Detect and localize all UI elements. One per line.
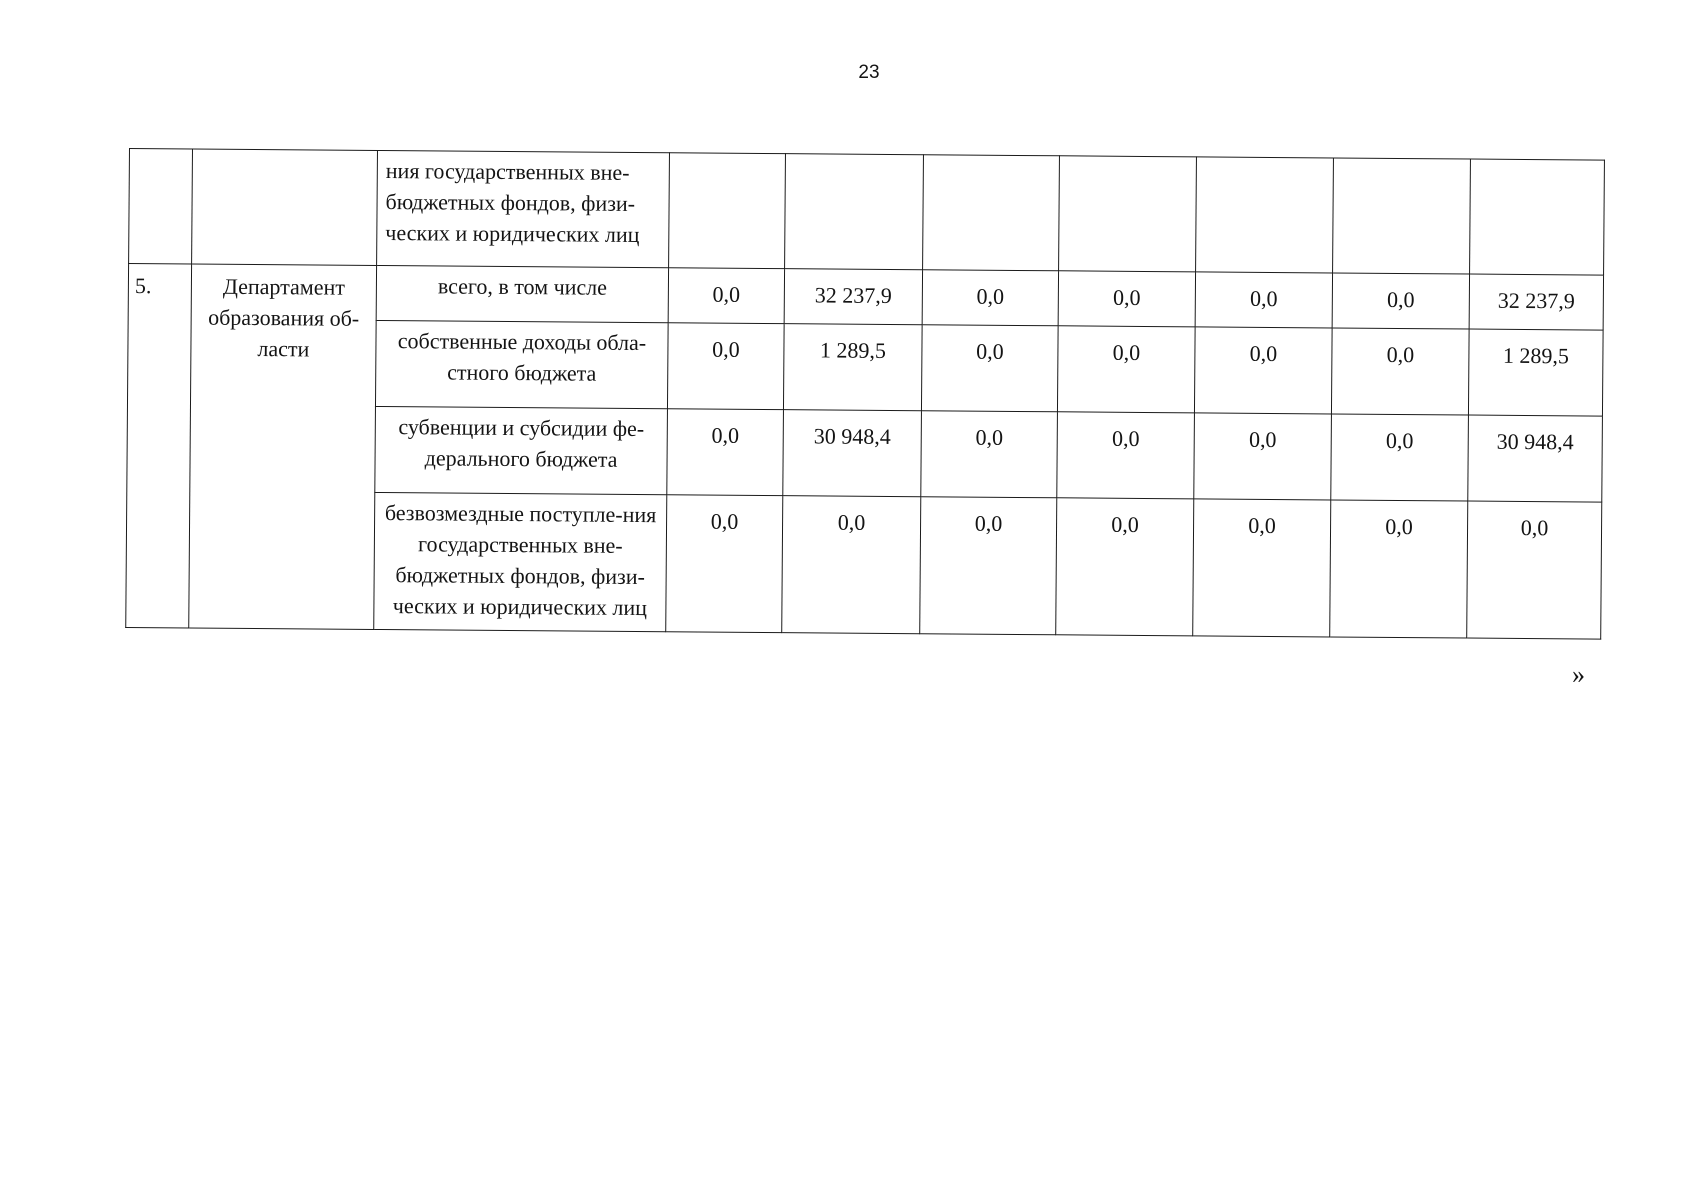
cell-value: 32 237,9 — [784, 269, 922, 325]
cell-value: 0,0 — [921, 325, 1058, 412]
cell-value: 0,0 — [782, 496, 921, 634]
cell-value: 0,0 — [1194, 413, 1332, 500]
cell-value-empty — [1333, 158, 1471, 274]
cell-value: 0,0 — [1057, 326, 1195, 413]
cell-value: 0,0 — [1331, 414, 1469, 501]
budget-table — [125, 148, 1605, 640]
table-row-continuation — [129, 149, 1605, 276]
cell-value-empty — [1470, 159, 1605, 275]
cell-description: безвозмездные поступле-ния государственных вне-бюджетных фондов, физи-ческих и юридических лиц — [374, 492, 667, 631]
cell-value-total: 0,0 — [1467, 501, 1602, 639]
cell-value: 0,0 — [922, 270, 1058, 326]
cell-value-empty — [785, 154, 924, 270]
cell-value: 0,0 — [921, 411, 1058, 498]
cell-value: 30 948,4 — [783, 410, 922, 497]
cell-value: 1 289,5 — [783, 324, 922, 411]
cell-entry-number: 5. — [126, 264, 192, 628]
cell-value: 0,0 — [1057, 412, 1195, 499]
cell-value: 0,0 — [667, 409, 784, 496]
cell-department-empty — [192, 149, 378, 265]
cell-value-empty — [923, 155, 1060, 271]
table-row — [128, 264, 1603, 331]
cell-value: 0,0 — [668, 268, 784, 324]
cell-number-empty — [129, 149, 193, 264]
page-number: 23 — [858, 62, 880, 83]
cell-value-empty — [669, 153, 786, 269]
cell-value: 0,0 — [1194, 327, 1332, 414]
cell-value: 0,0 — [666, 495, 783, 633]
cell-value: 0,0 — [920, 497, 1057, 635]
cell-value: 0,0 — [1332, 273, 1469, 329]
cell-value-total: 32 237,9 — [1469, 274, 1603, 330]
budget-table-wrapper — [125, 148, 1605, 640]
cell-description: субвенции и субсидии фе-дерального бюджета — [375, 406, 668, 494]
cell-department-name: Департамент образования об-ласти — [189, 264, 377, 629]
closing-quote: » — [1572, 660, 1585, 689]
cell-value-empty — [1196, 157, 1334, 273]
cell-description: всего, в том числе — [376, 265, 668, 322]
cell-value: 0,0 — [1330, 500, 1468, 638]
cell-description: собственные доходы обла-стного бюджета — [375, 320, 668, 408]
cell-value-empty — [1059, 156, 1197, 272]
cell-value: 0,0 — [1056, 498, 1194, 636]
cell-value-total: 1 289,5 — [1468, 329, 1603, 416]
cell-value: 0,0 — [667, 323, 784, 410]
cell-value: 0,0 — [1331, 328, 1469, 415]
cell-value-total: 30 948,4 — [1468, 415, 1603, 502]
cell-value: 0,0 — [1193, 499, 1331, 637]
cell-description: ния государственных вне-бюджетных фондов, физи-ческих и юридических лиц — [377, 150, 670, 267]
cell-value: 0,0 — [1195, 272, 1332, 328]
cell-value: 0,0 — [1058, 271, 1195, 327]
